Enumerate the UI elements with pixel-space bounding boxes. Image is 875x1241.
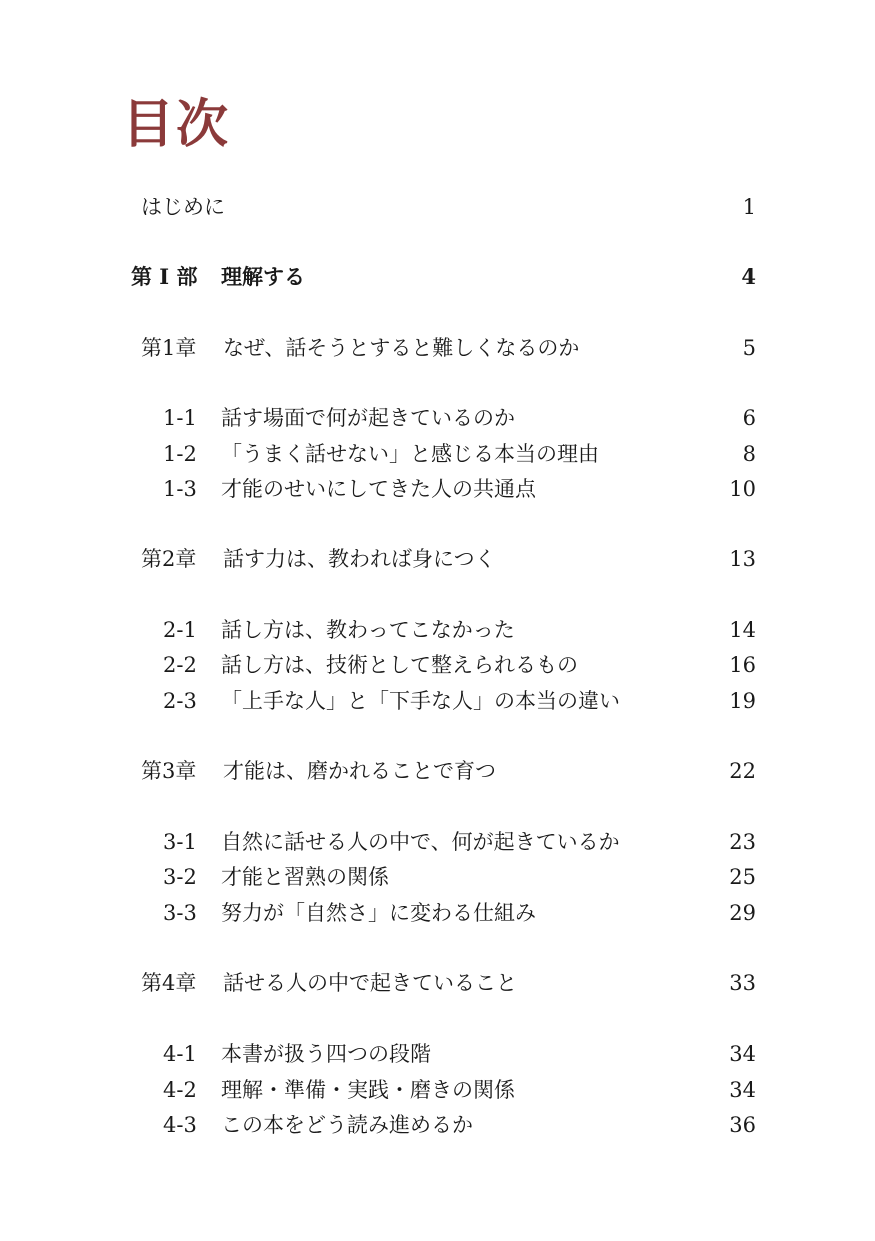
toc-entry-number: 2-3 xyxy=(163,689,197,713)
toc-entry-number: 3-2 xyxy=(163,865,197,889)
toc-entry-number: 第1章 xyxy=(141,336,197,360)
toc-entry-page-number: 5 xyxy=(742,336,756,360)
toc-entry-number: 1-3 xyxy=(163,477,197,501)
toc-entry-number: 第4章 xyxy=(141,971,197,995)
toc-entry-page-number: 16 xyxy=(729,653,756,677)
toc-entry-chapter xyxy=(0,543,875,575)
toc-entry-page-number: 19 xyxy=(729,689,756,713)
toc-entry-page-number: 29 xyxy=(729,901,756,925)
toc-entry-label: 話し方は、教わってこなかった xyxy=(221,618,515,642)
toc-entry-page-number: 23 xyxy=(729,830,756,854)
toc-entry-section xyxy=(0,826,875,858)
toc-entry-page-number: 22 xyxy=(729,759,756,783)
toc-entry-section xyxy=(0,1038,875,1070)
toc-entry-label: はじめに xyxy=(141,195,225,219)
toc-entry-label: 話す場面で何が起きているのか xyxy=(221,406,515,430)
toc-entry-number: 4-3 xyxy=(163,1113,197,1137)
toc-entry-section xyxy=(0,438,875,470)
toc-entry-section xyxy=(0,861,875,893)
toc-entry-chapter xyxy=(0,755,875,787)
toc-entry-part xyxy=(0,261,875,293)
toc-entry-number: 2-2 xyxy=(163,653,197,677)
toc-entry-page-number: 25 xyxy=(729,865,756,889)
toc-entry-section xyxy=(0,685,875,717)
toc-entry-chapter xyxy=(0,332,875,364)
toc-entry-intro xyxy=(0,191,875,223)
toc-entry-section xyxy=(0,897,875,929)
toc-entry-label: なぜ、話そうとすると難しくなるのか xyxy=(223,336,580,360)
toc-entry-number: 第3章 xyxy=(141,759,197,783)
toc-entry-label: 話し方は、技術として整えられるもの xyxy=(221,653,578,677)
toc-entry-section xyxy=(0,473,875,505)
toc-entry-page-number: 10 xyxy=(729,477,756,501)
toc-entry-page-number: 8 xyxy=(742,442,756,466)
toc-entry-section xyxy=(0,1074,875,1106)
toc-entry-number: 第2章 xyxy=(141,547,197,571)
toc-entry-label: 「上手な人」と「下手な人」の本当の違い xyxy=(221,689,620,713)
toc-entry-section xyxy=(0,614,875,646)
toc-entry-number: 3-3 xyxy=(163,901,197,925)
toc-entry-page-number: 13 xyxy=(729,547,756,571)
toc-entry-label: 才能は、磨かれることで育つ xyxy=(223,759,496,783)
toc-entry-section xyxy=(0,402,875,434)
toc-entry-page-number: 1 xyxy=(742,195,756,219)
toc-entry-chapter xyxy=(0,967,875,999)
toc-entry-label: 話せる人の中で起きていること xyxy=(223,971,517,995)
toc-entry-section xyxy=(0,1109,875,1141)
toc-entry-number: 4-1 xyxy=(163,1042,197,1066)
toc-entry-page-number: 36 xyxy=(729,1113,756,1137)
toc-entry-label: 才能と習熟の関係 xyxy=(221,865,389,889)
toc-entry-page-number: 34 xyxy=(729,1042,756,1066)
toc-entry-page-number: 6 xyxy=(742,406,756,430)
toc-entry-label: 理解・準備・実践・磨きの関係 xyxy=(221,1078,515,1102)
toc-entry-label: 努力が「自然さ」に変わる仕組み xyxy=(221,901,536,925)
toc-entry-label: 「うまく話せない」と感じる本当の理由 xyxy=(221,442,599,466)
toc-entry-number: 1-2 xyxy=(163,442,197,466)
toc-heading: 目次 xyxy=(122,94,231,155)
toc-entry-number: 1-1 xyxy=(163,406,197,430)
toc-entry-label: 自然に話せる人の中で、何が起きているか xyxy=(221,830,620,854)
toc-entry-label: 才能のせいにしてきた人の共通点 xyxy=(221,477,536,501)
toc-entry-page-number: 34 xyxy=(729,1078,756,1102)
toc-entry-number: 3-1 xyxy=(163,830,197,854)
toc-entry-number: 4-2 xyxy=(163,1078,197,1102)
toc-entry-page-number: 33 xyxy=(729,971,756,995)
toc-entry-label: 本書が扱う四つの段階 xyxy=(221,1042,431,1066)
toc-entry-page-number: 14 xyxy=(729,618,756,642)
toc-entry-page-number: 4 xyxy=(741,264,756,289)
toc-entry-label: 理解する xyxy=(221,264,305,289)
toc-entry-label: この本をどう読み進めるか xyxy=(221,1113,473,1137)
toc-entry-section xyxy=(0,649,875,681)
toc-entry-number: 2-1 xyxy=(163,618,197,642)
toc-entry-label: 話す力は、教われば身につく xyxy=(223,547,496,571)
toc-entry-number: 第 I 部 xyxy=(131,264,198,289)
